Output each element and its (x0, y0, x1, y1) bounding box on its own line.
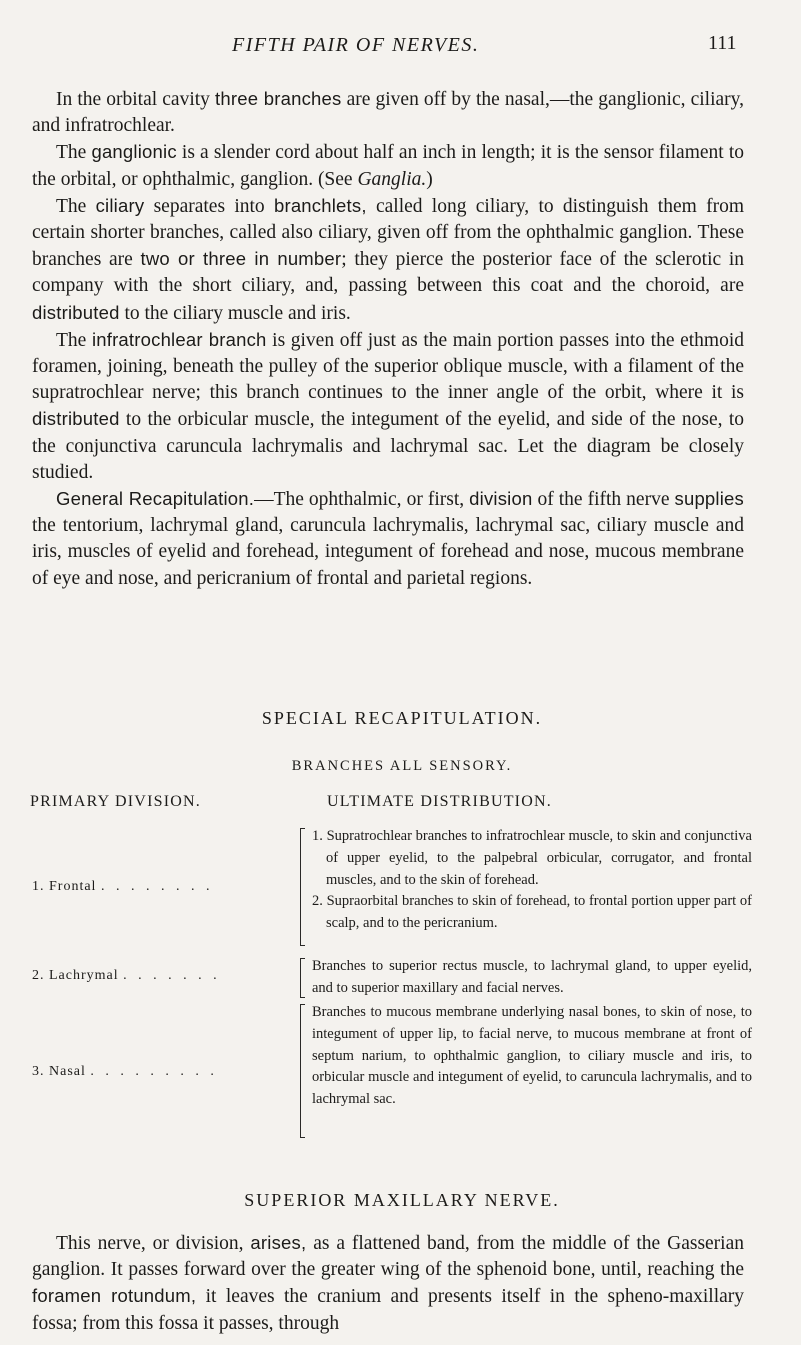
superior-maxillary-text (32, 1230, 744, 1337)
distribution-text (312, 826, 752, 935)
paragraph-ganglionic (32, 139, 744, 192)
text-run: is given off just as the main portion passes into the ethmoid foramen, joining, beneath the pulley of the superior oblique muscle, with a filament of the supratrochlear nerve; this branch continues to the inner angle of the orbit, where it is (32, 329, 744, 404)
emphasis: infratrochlear branch (91, 328, 267, 350)
text-run: In the orbital cavity (56, 89, 216, 110)
text-run: to the ciliary muscle and iris. (119, 302, 351, 324)
emphasis: branchlets, (273, 194, 367, 216)
text-run: The (56, 329, 92, 351)
text-run: ) (426, 168, 433, 190)
emphasis: distributed (32, 301, 120, 323)
paragraph-superior-maxillary (32, 1230, 744, 1337)
table-row-lachrymal (32, 956, 772, 1002)
table-row-nasal (32, 1002, 772, 1142)
distribution-item: 2. Supraorbital branches to skin of forehead, to frontal portion upper part of scalp, and to the pericranium. (312, 893, 752, 932)
leader-dots: . . . . . . . . (100, 879, 214, 894)
division-name: 2. Lachrymal (32, 968, 119, 983)
page-header (0, 28, 801, 58)
brace (300, 1004, 301, 1138)
paragraph-orbital-branches (32, 86, 744, 139)
running-title: FIFTH PAIR OF NERVES. (232, 34, 480, 56)
text-run: as a flattened band, from the middle of the Gasserian ganglion. It passes forward over the greater wing of the sphenoid bone, until, reaching the (32, 1233, 744, 1281)
superior-maxillary-heading (32, 1190, 772, 1211)
distribution-text: Branches to mucous membrane underlying nasal bones, to skin of nose, to integument of upper lip, to facial nerve, to mucous membrane at front of septum narium, to ophthalmic ganglion, to ciliary muscle and iris, to orbicular muscle and integument of eyelid, to caruncula lachrymalis, and to lachrymal sac. (312, 1004, 752, 1108)
emphasis: three branches (215, 88, 342, 109)
text-run: ; they pierce the posterior face of the sclerotic in company with the short ciliary, and, passing between this coat and the choroid, are (32, 249, 744, 297)
special-recapitulation-heading (32, 708, 772, 729)
section-heading: SUPERIOR MAXILLARY NERVE. (244, 1190, 560, 1210)
paragraph-infratrochlear (32, 327, 744, 486)
division-label (32, 1064, 218, 1080)
text-run: The (56, 142, 92, 164)
emphasis: division (469, 488, 533, 510)
emphasis: arises, (250, 1232, 307, 1253)
emphasis: distributed (32, 408, 120, 430)
emphasis: ciliary (95, 194, 145, 216)
text-run: the tentorium, lachrymal gland, caruncula lachrymalis, lachrymal sac, ciliary muscle and iris, muscles of eyelid and forehead, integument of forehead and nose, mucous membrane of eye and nose, and pericranium of frontal and parietal regions. (32, 515, 744, 589)
text-run: The (56, 195, 96, 217)
emphasis: foramen rotundum, (32, 1285, 197, 1307)
division-label (32, 968, 221, 984)
emphasis: two or three in number (140, 248, 342, 270)
text-run: are given off by the nasal,—the ganglionic, ciliary, and infratrochlear. (32, 89, 745, 137)
text-run: is a slender cord about half an inch in length; it is the sensor filament to the orbital, or ophthalmic, ganglion. (See (32, 142, 744, 190)
division-name: 1. Frontal (32, 879, 97, 894)
subheading: BRANCHES ALL SENSORY. (291, 758, 513, 774)
text-run: separates into (144, 195, 274, 217)
text-run: of the fifth nerve (532, 489, 675, 511)
division-label (32, 879, 213, 895)
brace (300, 828, 301, 946)
text-run: This nerve, or division, (56, 1233, 251, 1254)
text-run: —The ophthalmic, or first, (254, 489, 470, 511)
brace (300, 958, 301, 998)
text-run: called long ciliary, to distinguish them from certain shorter branches, called also ciliary, given off from the ophthalmic ganglion. These branches are (32, 195, 744, 271)
text-run: it leaves the cranium and presents itself in the spheno-maxillary fossa; from this fossa it passes, through (32, 1286, 745, 1334)
distribution-text: Branches to superior rectus muscle, to lachrymal gland, to upper eyelid, and to superior maxillary and facial nerves. (312, 958, 752, 996)
paragraph-ciliary (32, 193, 744, 327)
text-run: to the orbicular muscle, the integument of the eyelid, and side of the nose, to the conjunctiva caruncula lachrymalis and lachrymal sac. Let the diagram be closely studied. (32, 409, 744, 483)
main-text (32, 86, 744, 592)
column-header-primary: PRIMARY DIVISION. (30, 793, 201, 810)
emphasis: ganglionic (91, 141, 177, 163)
branches-subheading (32, 758, 772, 775)
cross-reference: Ganglia. (357, 168, 427, 190)
distribution-item: 1. Supratrochlear branches to infratrochlear muscle, to skin and conjunctiva of upper eyelid, to the palpebral orbicular, corrugator, and frontal muscles, and to the skin of forehead. (312, 828, 752, 888)
leader-dots: . . . . . . . (123, 968, 221, 983)
leader-dots: . . . . . . . . . (90, 1064, 218, 1079)
emphasis: General Recapitulation. (56, 488, 255, 510)
section-heading: SPECIAL RECAPITULATION. (261, 708, 543, 728)
division-name: 3. Nasal (32, 1064, 86, 1079)
paragraph-general-recapitulation (32, 486, 744, 592)
emphasis: supplies (674, 488, 744, 510)
page-number: 111 (708, 32, 737, 54)
column-header-ultimate: ULTIMATE DISTRIBUTION. (327, 793, 552, 810)
table-row-frontal (32, 826, 772, 950)
